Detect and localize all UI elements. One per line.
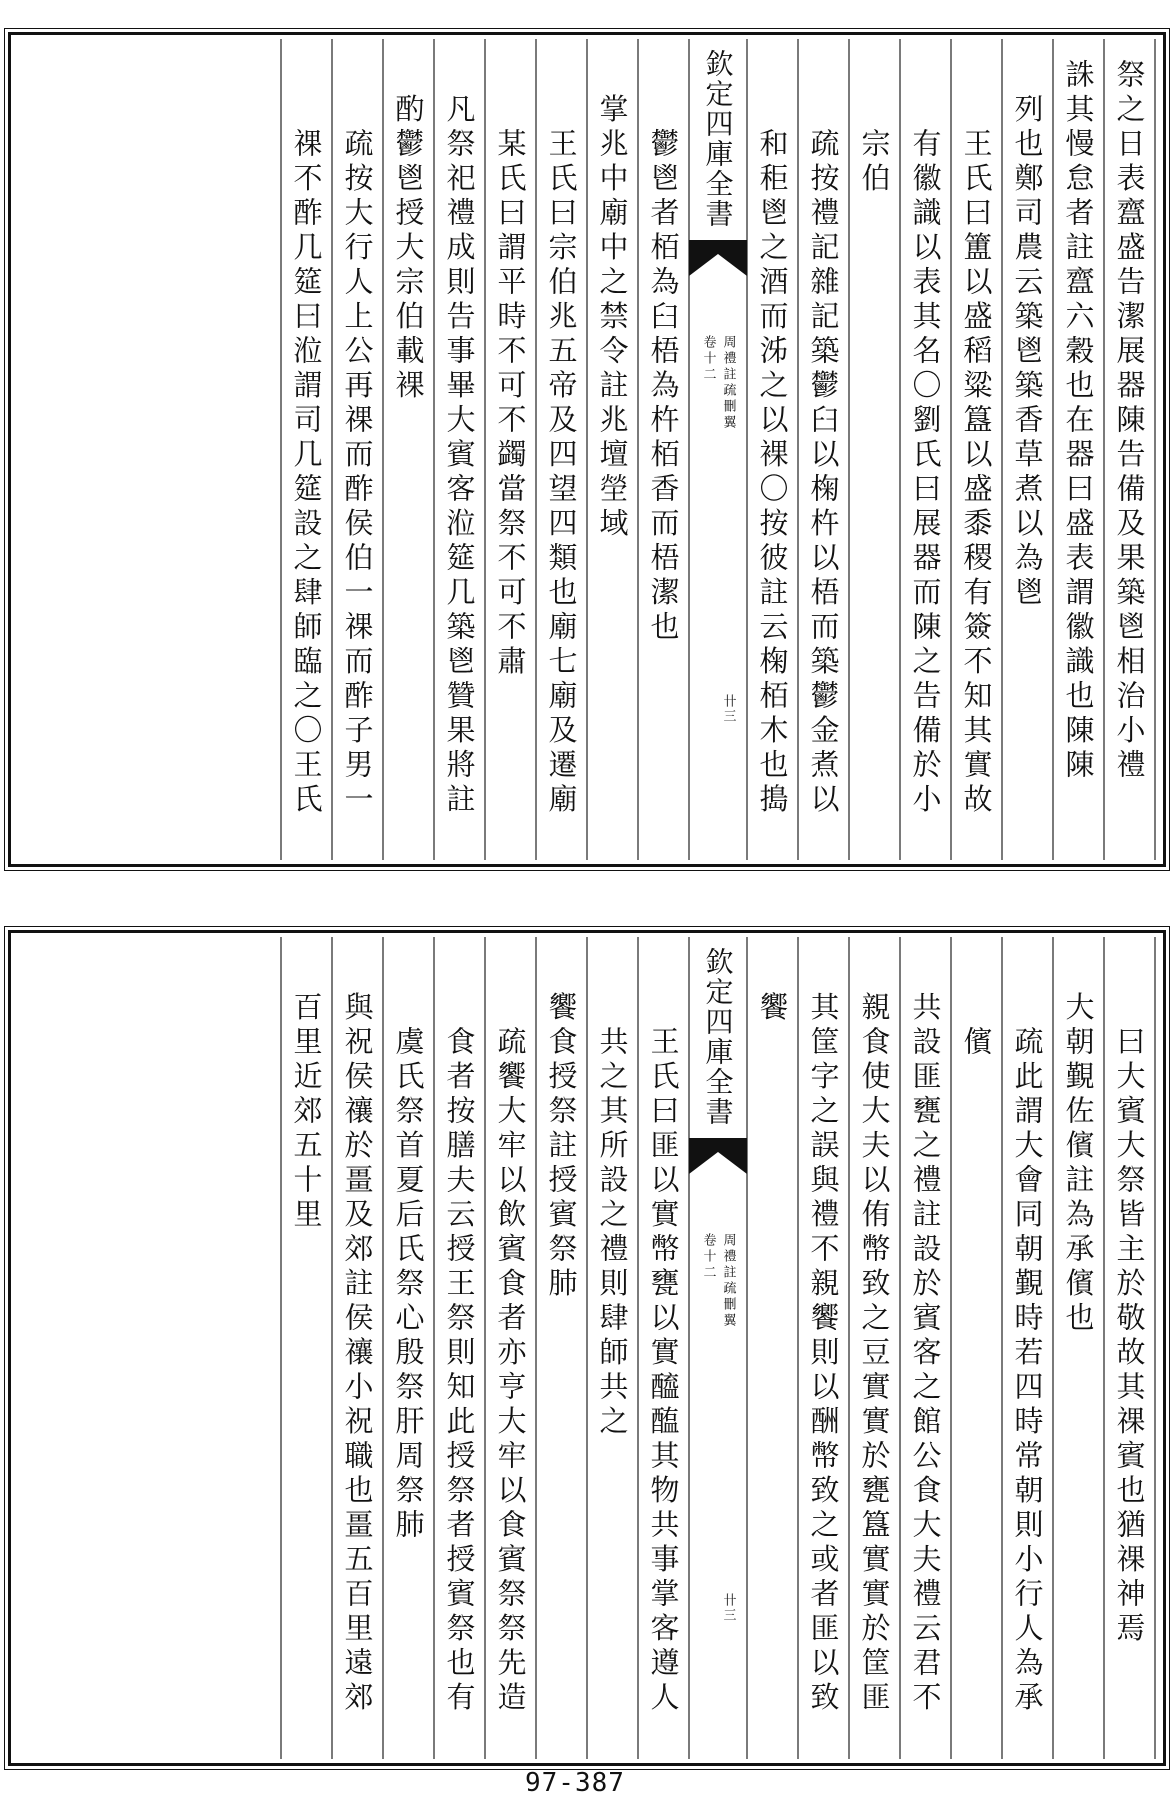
text-column: 共設匪甕之禮註設於賓客之館公食大夫禮云君不	[908, 991, 943, 1716]
text-column: 鬱鬯者栢為臼梧為杵栢香而梧潔也	[646, 128, 681, 646]
text-column: 酌鬱鬯授大宗伯載裸	[391, 93, 426, 404]
center-title: 欽定四庫全書	[701, 947, 735, 1127]
text-column: 親食使大夫以侑幣致之豆實實於甕簋實實於筐匪	[857, 991, 892, 1716]
text-column: 疏按大行人上公再祼而酢侯伯一祼而酢子男一	[340, 128, 375, 818]
center-title: 欽定四庫全書	[701, 49, 735, 229]
text-column: 掌兆中廟中之禁令註兆壇塋域	[595, 93, 630, 542]
text-column: 虞氏祭首夏后氏祭心殷祭肝周祭肺	[391, 1026, 426, 1544]
text-column: 列也鄭司農云築鬯築香草煮以為鬯	[1010, 93, 1045, 611]
center-folio: 卄三	[720, 694, 736, 724]
center-volume: 卷十二	[700, 335, 716, 383]
text-column: 凡祭祀禮成則告事畢大賓客涖筵几築鬯贊果將註	[442, 93, 477, 818]
text-column: 饗食授祭註授賓祭肺	[544, 991, 579, 1302]
text-column: 曰大賓大祭皆主於敬故其祼賓也猶祼神焉	[1112, 1026, 1147, 1647]
text-column: 有徽識以表其名〇劉氏曰展器而陳之告備於小	[908, 128, 943, 818]
text-column: 食者按膳夫云授王祭則知此授祭者授賓祭也有	[442, 1026, 477, 1716]
text-column: 疏此謂大會同朝覲時若四時常朝則小行人為承	[1010, 1026, 1045, 1716]
fishtail-ornament	[689, 1138, 747, 1174]
text-column: 祭之日表齍盛告潔展器陳告備及果築鬯相治小禮	[1112, 59, 1147, 784]
text-column: 共之其所設之禮則肆師共之	[595, 1026, 630, 1440]
center-book-title: 周禮註疏刪翼	[720, 335, 736, 431]
text-column: 宗伯	[857, 128, 892, 197]
top-page-text	[11, 35, 1163, 864]
text-column: 祼不酢几筵曰涖謂司几筵設之肆師臨之〇王氏	[289, 128, 324, 818]
top-page	[8, 32, 1166, 867]
page-number: 97-387	[525, 1768, 625, 1798]
fishtail-ornament	[689, 240, 747, 276]
text-column: 王氏曰匪以實幣甕以實醯醢其物共事掌客遵人	[646, 1026, 681, 1716]
text-column: 和秬鬯之酒而泲之以裸〇按彼註云椈栢木也搗	[755, 128, 790, 818]
text-column: 王氏曰簠以盛稻粱簋以盛黍稷有簽不知其實故	[959, 128, 994, 818]
center-book-title: 周禮註疏刪翼	[720, 1233, 736, 1329]
center-volume: 卷十二	[700, 1233, 716, 1281]
text-column: 百里近郊五十里	[289, 991, 324, 1233]
text-column: 大朝覲佐儐註為承儐也	[1061, 991, 1096, 1337]
bottom-page-text	[11, 933, 1163, 1763]
text-column: 饗	[755, 991, 790, 1026]
text-column: 其筐字之誤與禮不親饗則以酬幣致之或者匪以致	[806, 991, 841, 1716]
text-column: 疏按禮記雜記築鬱臼以椈杵以梧而築鬱金煮以	[806, 128, 841, 818]
center-folio: 卄三	[720, 1593, 736, 1623]
text-column: 與祝侯禳於畺及郊註侯禳小祝職也畺五百里遠郊	[340, 991, 375, 1716]
text-column: 疏饗大牢以飲賓食者亦亨大牢以食賓祭祭先造	[493, 1026, 528, 1716]
text-column: 某氏曰謂平時不可不蠲當祭不可不肅	[493, 128, 528, 680]
text-column: 誅其慢怠者註齍六穀也在器曰盛表謂徽識也陳陳	[1061, 59, 1096, 784]
bottom-page	[8, 930, 1166, 1766]
text-column: 儐	[959, 1026, 994, 1061]
text-column: 王氏曰宗伯兆五帝及四望四類也廟七廟及遷廟	[544, 128, 579, 818]
